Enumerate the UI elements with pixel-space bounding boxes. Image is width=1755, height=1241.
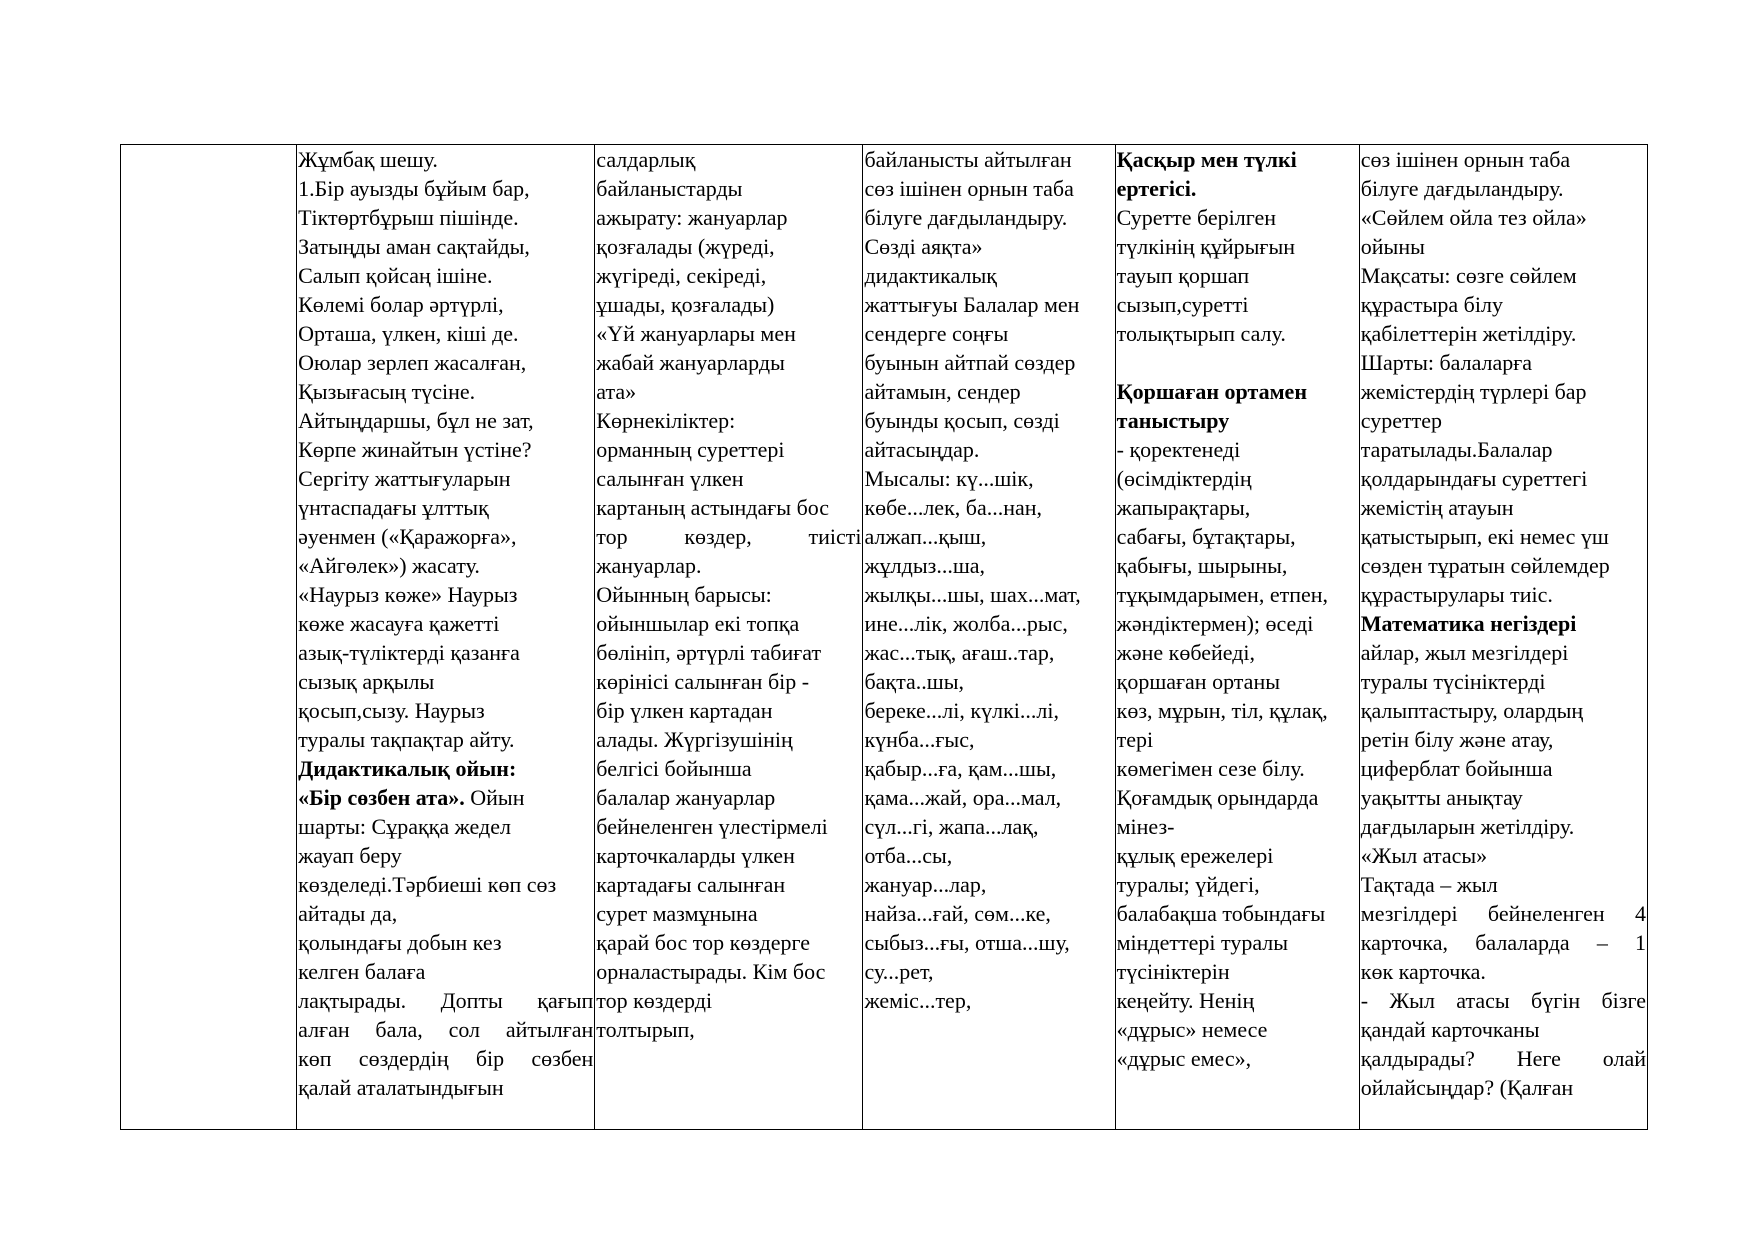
text-line: қалыптастыру, олардың bbox=[1360, 698, 1584, 723]
text-line: уақытты анықтау bbox=[1360, 785, 1523, 810]
text-line: сөз ішінен орнын таба bbox=[1360, 147, 1571, 172]
text-line: қабыр...ға, қам...шы, bbox=[864, 756, 1057, 781]
text-line: айтасыңдар. bbox=[864, 437, 980, 462]
text-line: «дұрыс» немесе bbox=[1116, 1017, 1268, 1042]
text-line: отба...сы, bbox=[864, 843, 953, 868]
text-line: орналастырады. Кім бос bbox=[596, 959, 826, 984]
text-line: циферблат бойынша bbox=[1360, 756, 1553, 781]
text-line: және көбейеді, bbox=[1116, 640, 1256, 665]
text-line: сөз ішінен орнын таба bbox=[864, 176, 1074, 201]
text-line: сабағы, бұтақтары, bbox=[1116, 524, 1296, 549]
text-line: балалар жануарлар bbox=[596, 785, 776, 810]
text-line: сыбыз...ғы, отша...шу, bbox=[864, 930, 1070, 955]
text-line: көже жасауға қажетті bbox=[298, 611, 500, 636]
text-line: көрінісі салынған бір - bbox=[596, 669, 810, 694]
text-line: жұлдыз...ша, bbox=[864, 553, 986, 578]
text-line: қалдырады? Неге олай bbox=[1360, 1046, 1646, 1071]
text-line: жабай жануарларды bbox=[596, 350, 785, 375]
text-line: картадағы салынған bbox=[596, 872, 786, 897]
text-line: Ойынның барысы: bbox=[596, 582, 772, 607]
text-line: Қоғамдық орындарда bbox=[1116, 785, 1319, 810]
text-line: көз, мұрын, тіл, құлақ, bbox=[1116, 698, 1328, 723]
text-line: мезгілдері бейнеленген 4 bbox=[1360, 901, 1646, 926]
text-line: - Жыл атасы бүгін бізге bbox=[1360, 988, 1646, 1013]
text-line: сызық арқылы bbox=[298, 669, 435, 694]
text-line: қолындағы добын кез bbox=[298, 930, 502, 955]
text-line: толықтырып салу. bbox=[1116, 321, 1286, 346]
text-line: 1.Бір ауызды бұйым бар, bbox=[298, 176, 530, 201]
text-line: таратылады.Балалар bbox=[1360, 437, 1553, 462]
text-line: байланыстарды bbox=[596, 176, 743, 201]
text-line: бөлініп, әртүрлі табиғат bbox=[596, 640, 822, 665]
text-line: Орташа, үлкен, кіші де. bbox=[298, 321, 519, 346]
text-line: «Наурыз көже» Наурыз bbox=[298, 582, 518, 607]
text-line: Көлемі болар әртүрлі, bbox=[298, 292, 504, 317]
text-line: бір үлкен картадан bbox=[596, 698, 773, 723]
table-cell-riddle-games bbox=[297, 145, 595, 1130]
text-line: лақтырады. Допты қағып bbox=[298, 988, 594, 1013]
text-line: тор көздер, тиісті bbox=[596, 524, 862, 549]
text-line: шарты: Сұраққа жедел bbox=[298, 814, 511, 839]
text-line: Қоршаған ортамен bbox=[1116, 379, 1307, 404]
text-line: қатыстырып, екі немес үш bbox=[1360, 524, 1609, 549]
text-line: (өсімдіктердің bbox=[1116, 466, 1252, 491]
text-line: алған бала, сол айтылған bbox=[298, 1017, 594, 1042]
text-line: сендерге соңғы bbox=[864, 321, 1009, 346]
table-cell-empty bbox=[121, 145, 297, 1130]
text-line: ретін білу және атау, bbox=[1360, 727, 1554, 752]
text-line: айлар, жыл мезгілдері bbox=[1360, 640, 1569, 665]
text-line: тор көздерді bbox=[596, 988, 713, 1013]
text-line: көзделеді.Тәрбиеші көп сөз bbox=[298, 872, 557, 897]
text-line: қалай аталатындығын bbox=[298, 1075, 504, 1100]
text-line: дидактикалық bbox=[864, 263, 997, 288]
text-line: ұшады, қозғалады) bbox=[596, 292, 775, 317]
table-cell-animals-game bbox=[595, 145, 863, 1130]
text-line: күнба...ғыс, bbox=[864, 727, 975, 752]
text-line: қабығы, шырыны, bbox=[1116, 553, 1288, 578]
text-line: жемістердің түрлері бар bbox=[1360, 379, 1587, 404]
text-line: жеміс...тер, bbox=[864, 988, 972, 1013]
text-line: құрастыра білу bbox=[1360, 292, 1503, 317]
text-line: ойыншылар екі топқа bbox=[596, 611, 800, 636]
text-line: сүл...гі, жапа...лақ, bbox=[864, 814, 1039, 839]
text-line: туралы түсініктерді bbox=[1360, 669, 1546, 694]
text-line: су...рет, bbox=[864, 959, 934, 984]
text-line: Оюлар зерлеп жасалған, bbox=[298, 350, 527, 375]
text-line: білуге дағдыландыру. bbox=[864, 205, 1068, 230]
text-line: түсініктерін bbox=[1116, 959, 1230, 984]
text-line: тауып қоршап bbox=[1116, 263, 1250, 288]
text-line: сызып,суретті bbox=[1116, 292, 1249, 317]
text-line: сөзден тұратын сөйлемдер bbox=[1360, 553, 1610, 578]
text-line: құлық ережелері bbox=[1116, 843, 1274, 868]
text-line: қозғалады (жүреді, bbox=[596, 234, 775, 259]
text-line: құрастырулары тиіс. bbox=[1360, 582, 1553, 607]
text-line: береке...лі, күлкі...лі, bbox=[864, 698, 1059, 723]
text-line: кеңейту. Ненің bbox=[1116, 988, 1255, 1013]
text-line: Тақтада – жыл bbox=[1360, 872, 1498, 897]
text-line: көп сөздердің бір сөзбен bbox=[298, 1046, 594, 1071]
text-line: алады. Жүргізушінің bbox=[596, 727, 793, 752]
text-line: жәндіктермен); өседі bbox=[1116, 611, 1314, 636]
text-line: қама...жай, ора...мал, bbox=[864, 785, 1062, 810]
text-line: салынған үлкен bbox=[596, 466, 744, 491]
plain-text: Ойын bbox=[464, 785, 525, 810]
text-line: ине...лік, жолба...рыс, bbox=[864, 611, 1068, 636]
text-line: міндеттері туралы bbox=[1116, 930, 1289, 955]
text-line: жаттығуы Балалар мен bbox=[864, 292, 1080, 317]
text-line: суреттер bbox=[1360, 408, 1443, 433]
text-line: туралы; үйдегі, bbox=[1116, 872, 1260, 897]
text-line: Айтыңдаршы, бұл не зат, bbox=[298, 408, 534, 433]
text-line: Тіктөртбұрыш пішінде. bbox=[298, 205, 519, 230]
lesson-plan-table bbox=[120, 144, 1648, 1130]
text-line: Затыңды аман сақтайды, bbox=[298, 234, 530, 259]
text-line: жануар...лар, bbox=[864, 872, 987, 897]
text-line: тері bbox=[1116, 727, 1154, 752]
text-line: буынды қосып, сөзді bbox=[864, 408, 1060, 433]
bold-text: «Бір сөзбен ата». bbox=[298, 785, 465, 810]
text-line: таныстыру bbox=[1116, 408, 1230, 433]
text-line: Суретте берілген bbox=[1116, 205, 1277, 230]
text-line: картаның астындағы бос bbox=[596, 495, 830, 520]
text-line: балабақша тобындағы bbox=[1116, 901, 1326, 926]
text-line: карточкаларды үлкен bbox=[596, 843, 795, 868]
text-line: «Айгөлек») жасату. bbox=[298, 553, 480, 578]
text-line: қолдарындағы суреттегі bbox=[1360, 466, 1588, 491]
text-line: Қасқыр мен түлкі bbox=[1116, 147, 1297, 172]
text-line: дағдыларын жетілдіру. bbox=[1360, 814, 1575, 839]
text-line: найза...ғай, сөм...ке, bbox=[864, 901, 1051, 926]
text-line: Шарты: балаларға bbox=[1360, 350, 1533, 375]
text-line bbox=[298, 783, 593, 812]
text-line: Математика негіздері bbox=[1360, 611, 1577, 636]
text-line: жемістің атауын bbox=[1360, 495, 1514, 520]
text-line: буынын айтпай сөздер bbox=[864, 350, 1076, 375]
text-line: «Сөйлем ойла тез ойла» bbox=[1360, 205, 1587, 230]
text-line: қандай карточканы bbox=[1360, 1017, 1540, 1042]
text-line: алжап...қыш, bbox=[864, 524, 987, 549]
text-line: көбе...лек, ба...нан, bbox=[864, 495, 1043, 520]
text-line: айтамын, сендер bbox=[864, 379, 1021, 404]
text-line: Көрпе жинайтын үстіне? bbox=[298, 437, 532, 462]
text-line: түлкінің құйрығын bbox=[1116, 234, 1295, 259]
text-line: - қоректенеді bbox=[1116, 437, 1241, 462]
text-line: ойлайсыңдар? (Қалған bbox=[1360, 1075, 1574, 1100]
table-cell-sentence-math bbox=[1359, 145, 1647, 1130]
text-line: жас...тық, ағаш..тар, bbox=[864, 640, 1055, 665]
text-line: карточка, балаларда – 1 bbox=[1360, 930, 1646, 955]
text-line: қарай бос тор көздерге bbox=[596, 930, 811, 955]
text-line: тұқымдарымен, етпен, bbox=[1116, 582, 1329, 607]
text-line: үнтаспадағы ұлттық bbox=[298, 495, 489, 520]
text-line: Салып қойсаң ішіне. bbox=[298, 263, 493, 288]
text-line: қоршаған ортаны bbox=[1116, 669, 1280, 694]
text-line: келген балаға bbox=[298, 959, 426, 984]
text-line: ата» bbox=[596, 379, 637, 404]
text-line: Жұмбақ шешу. bbox=[298, 147, 438, 172]
table-cell-fairy-tale-environment bbox=[1115, 145, 1359, 1130]
table-cell-syllable-exercise bbox=[863, 145, 1115, 1130]
text-line: салдарлық bbox=[596, 147, 696, 172]
text-line: байланысты айтылған bbox=[864, 147, 1072, 172]
text-line: білуге дағдыландыру. bbox=[1360, 176, 1564, 201]
text-line: «Үй жануарлары мен bbox=[596, 321, 796, 346]
text-line: Мақсаты: сөзге сөйлем bbox=[1360, 263, 1577, 288]
text-line: туралы тақпақтар айту. bbox=[298, 727, 515, 752]
text-line: «дұрыс емес», bbox=[1116, 1046, 1252, 1071]
text-line: Сөзді аяқта» bbox=[864, 234, 983, 259]
text-line: Дидактикалық ойын: bbox=[298, 756, 517, 781]
text-line: жапырақтары, bbox=[1116, 495, 1251, 520]
text-line: әуенмен («Қаражорға», bbox=[298, 524, 517, 549]
text-line: жылқы...шы, шах...мат, bbox=[864, 582, 1081, 607]
text-line: ойыны bbox=[1360, 234, 1425, 259]
text-line: жауап беру bbox=[298, 843, 402, 868]
text-line: сурет мазмұнына bbox=[596, 901, 758, 926]
text-line: Көрнекіліктер: bbox=[596, 408, 736, 433]
text-line: ажырату: жануарлар bbox=[596, 205, 788, 230]
table-row bbox=[121, 145, 1648, 1130]
text-line: Қызығасың түсіне. bbox=[298, 379, 476, 404]
text-line: бейнеленген үлестірмелі bbox=[596, 814, 828, 839]
text-line: көк карточка. bbox=[1360, 959, 1486, 984]
text-line: белгісі бойынша bbox=[596, 756, 752, 781]
text-line: жануарлар. bbox=[596, 553, 702, 578]
text-line: толтырып, bbox=[596, 1017, 695, 1042]
text-line: мінез- bbox=[1116, 814, 1175, 839]
text-line: айтады да, bbox=[298, 901, 398, 926]
text-line: жүгіреді, секіреді, bbox=[596, 263, 767, 288]
text-line: азық-түліктерді қазанға bbox=[298, 640, 520, 665]
text-line: ертегісі. bbox=[1116, 176, 1197, 201]
text-line: көмегімен сезе білу. bbox=[1116, 756, 1305, 781]
text-line: Мысалы: кү...шік, bbox=[864, 466, 1034, 491]
text-line: қосып,сызу. Наурыз bbox=[298, 698, 485, 723]
text-line: Сергіту жаттығуларын bbox=[298, 466, 511, 491]
text-line: бақта..шы, bbox=[864, 669, 964, 694]
text-line: қабілеттерін жетілдіру. bbox=[1360, 321, 1577, 346]
text-line: орманның суреттері bbox=[596, 437, 785, 462]
text-line: «Жыл атасы» bbox=[1360, 843, 1488, 868]
text-line bbox=[1117, 348, 1358, 377]
